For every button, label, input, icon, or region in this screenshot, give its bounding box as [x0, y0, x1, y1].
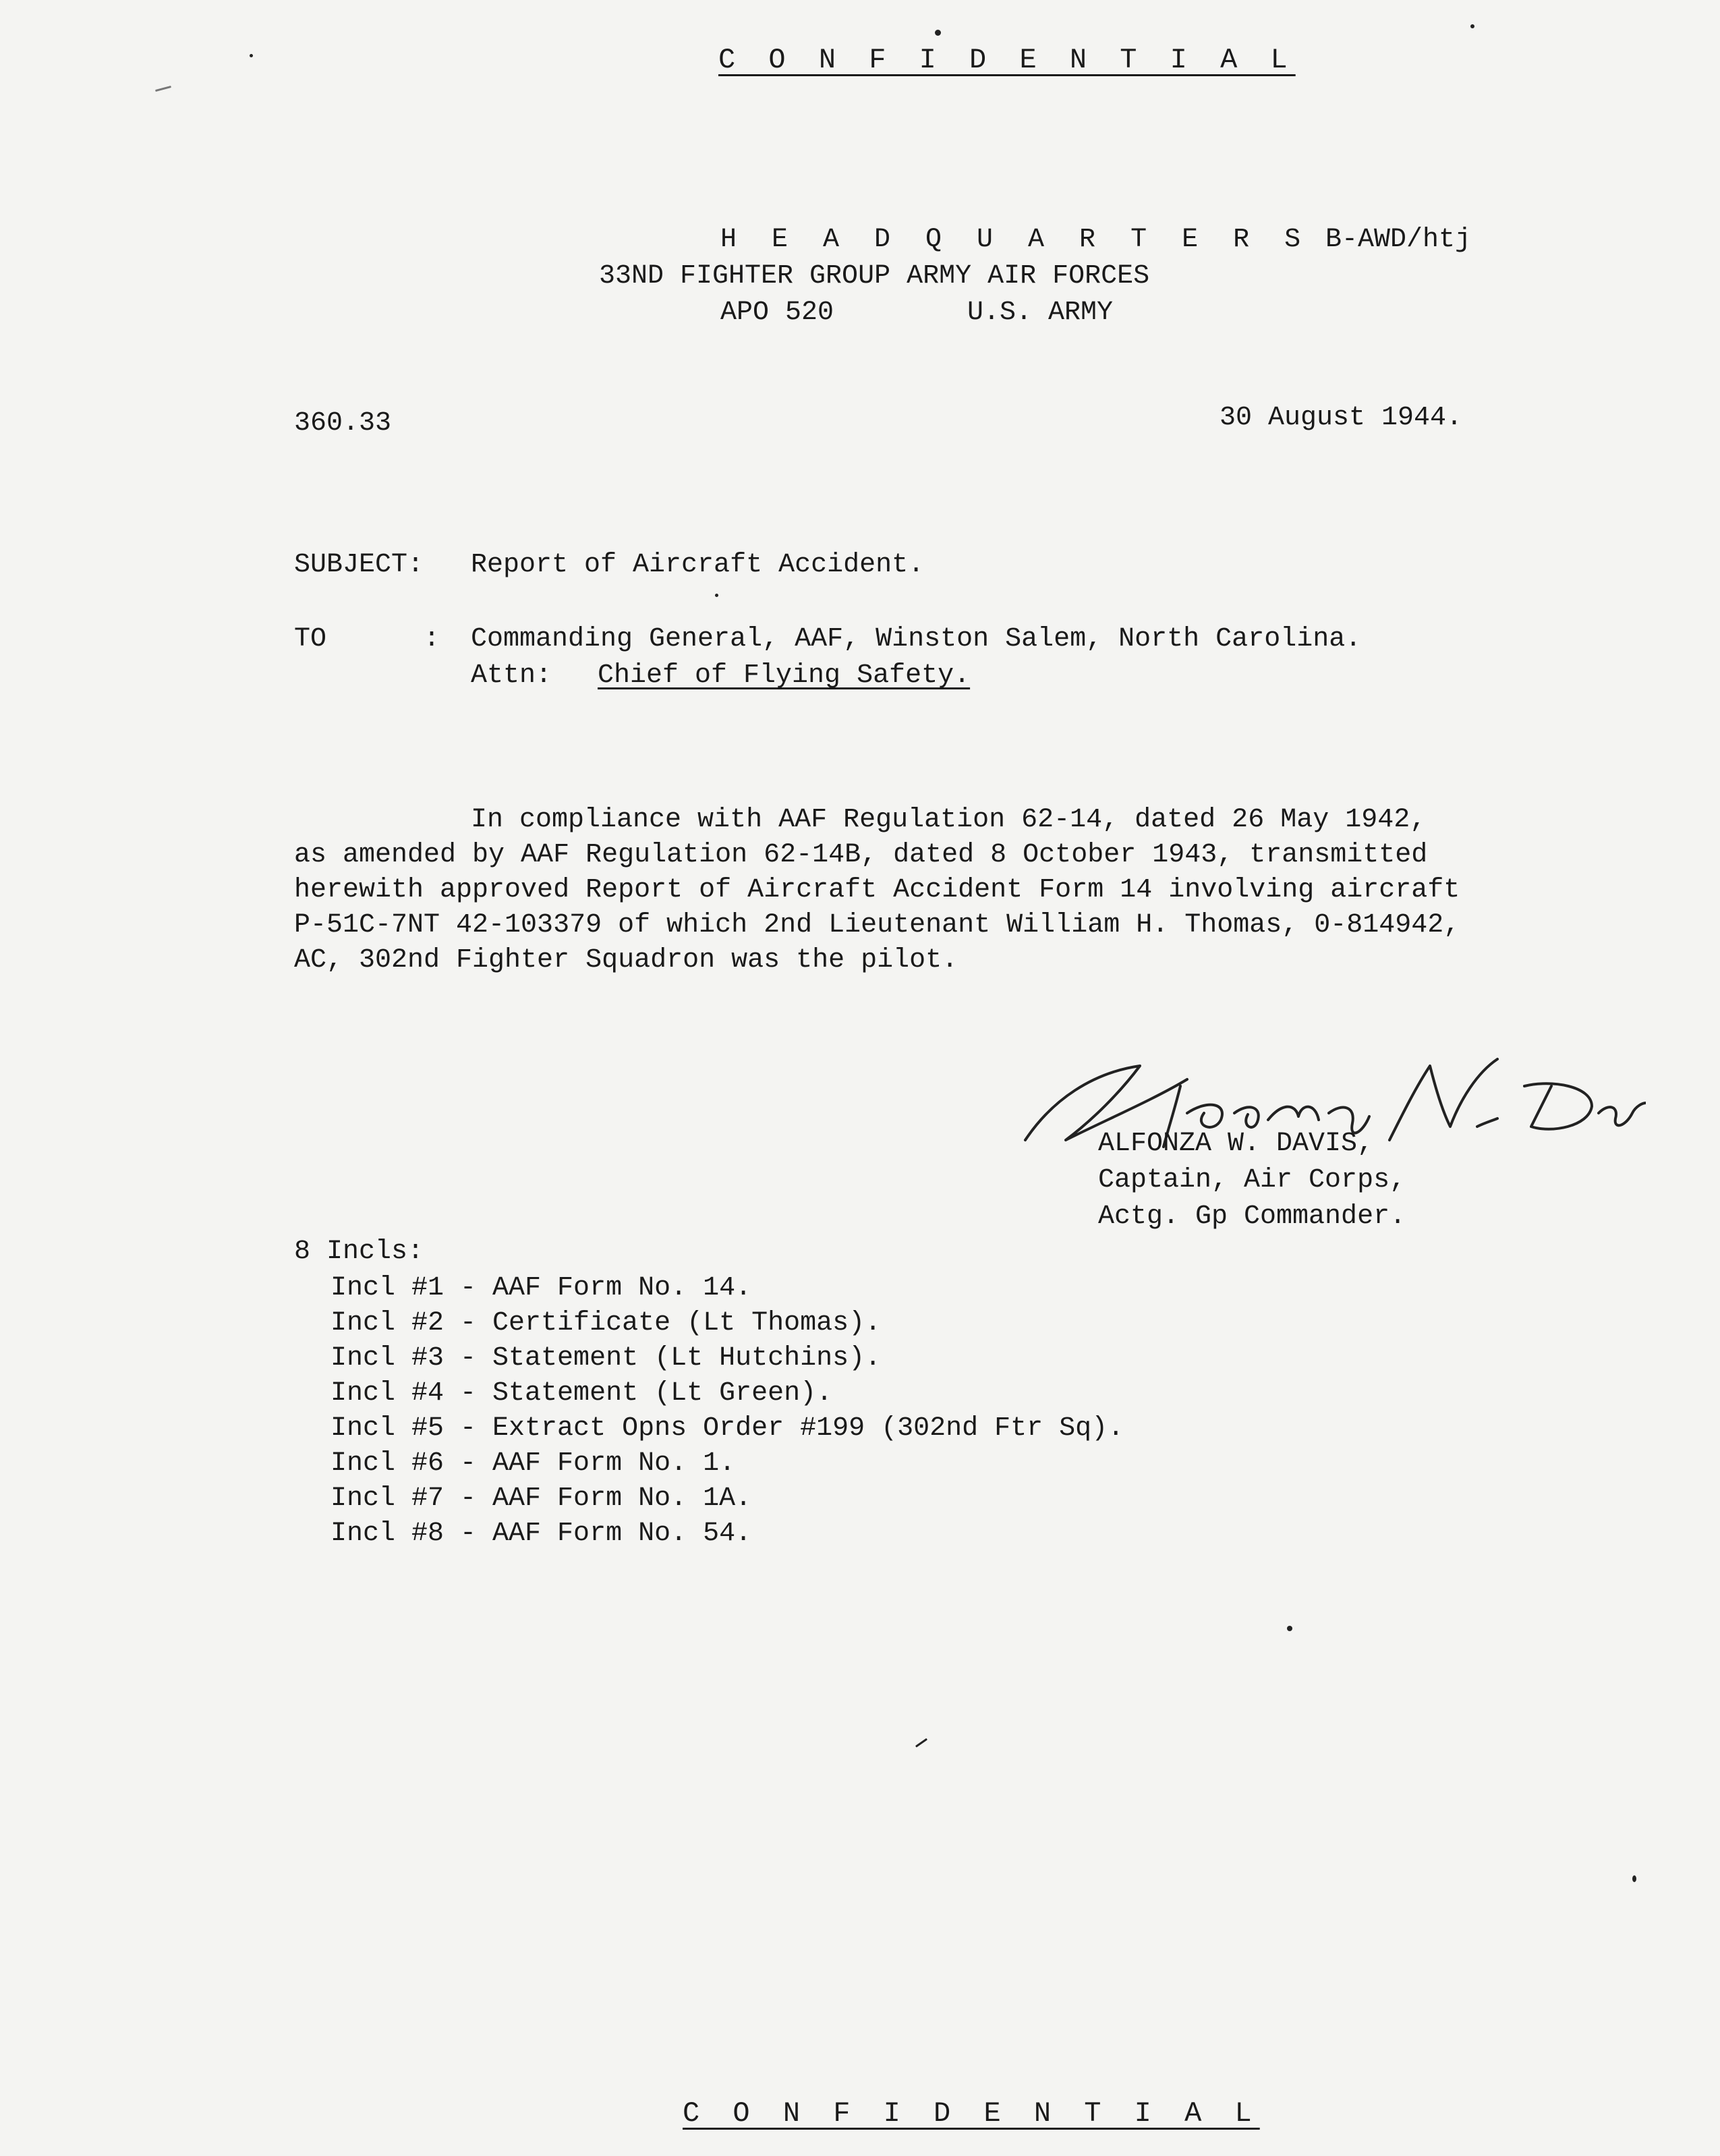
body-line-5: AC, 302nd Fighter Squadron was the pilot.	[294, 945, 958, 975]
inclosure-item: Incl #2 - Certificate (Lt Thomas).	[331, 1308, 882, 1338]
reference-code: B-AWD/htj	[1325, 225, 1472, 255]
signer-title: Actg. Gp Commander.	[1098, 1201, 1406, 1232]
inclosure-item: Incl #5 - Extract Opns Order #199 (302nd Ftr Sq).	[331, 1413, 1124, 1444]
scan-speck	[915, 1738, 927, 1748]
to-text: Commanding General, AAF, Winston Salem, North Carolina.	[471, 624, 1362, 654]
inclosure-item: Incl #4 - Statement (Lt Green).	[331, 1378, 833, 1409]
classification-header: C O N F I D E N T I A L	[718, 44, 1296, 76]
hq-line2: 33ND FIGHTER GROUP ARMY AIR FORCES	[599, 261, 1150, 291]
scan-speck	[1632, 1875, 1636, 1882]
scan-speck	[715, 594, 718, 597]
inclosure-item: Incl #1 - AAF Form No. 14.	[331, 1273, 752, 1303]
inclosures-heading: 8 Incls:	[294, 1237, 424, 1267]
file-number: 360.33	[294, 408, 392, 438]
body-line-2: as amended by AAF Regulation 62-14B, dated 8 October 1943, transmitted	[294, 840, 1428, 870]
scan-speck	[155, 86, 171, 92]
subject-label: SUBJECT:	[294, 550, 424, 580]
inclosure-item: Incl #7 - AAF Form No. 1A.	[331, 1483, 752, 1514]
inclosure-item: Incl #6 - AAF Form No. 1.	[331, 1448, 736, 1479]
signer-name: ALFONZA W. DAVIS,	[1098, 1129, 1374, 1159]
hq-apo: APO 520	[720, 297, 834, 328]
subject-text: Report of Aircraft Accident.	[471, 550, 925, 580]
scan-speck	[935, 30, 941, 36]
attn-text: Chief of Flying Safety.	[598, 660, 971, 691]
scan-speck	[1287, 1626, 1292, 1631]
scan-speck	[250, 54, 253, 57]
hq-army: U.S. ARMY	[967, 297, 1114, 328]
scan-speck	[1470, 24, 1474, 28]
body-line-1: In compliance with AAF Regulation 62-14, dated 26 May 1942,	[471, 805, 1427, 835]
hq-line1: H E A D Q U A R T E R S	[720, 225, 1311, 255]
signer-rank: Captain, Air Corps,	[1098, 1165, 1406, 1195]
to-label: TO	[294, 624, 327, 654]
body-line-3: herewith approved Report of Aircraft Accident Form 14 involving aircraft	[294, 875, 1460, 905]
letter-date: 30 August 1944.	[1220, 403, 1463, 433]
to-colon: :	[424, 624, 440, 654]
classification-footer: C O N F I D E N T I A L	[683, 2097, 1260, 2130]
inclosure-item: Incl #3 - Statement (Lt Hutchins).	[331, 1343, 882, 1373]
attn-label: Attn:	[471, 660, 552, 691]
body-line-4: P-51C-7NT 42-103379 of which 2nd Lieutenant William H. Thomas, 0-814942,	[294, 910, 1460, 940]
inclosure-item: Incl #8 - AAF Form No. 54.	[331, 1519, 752, 1549]
